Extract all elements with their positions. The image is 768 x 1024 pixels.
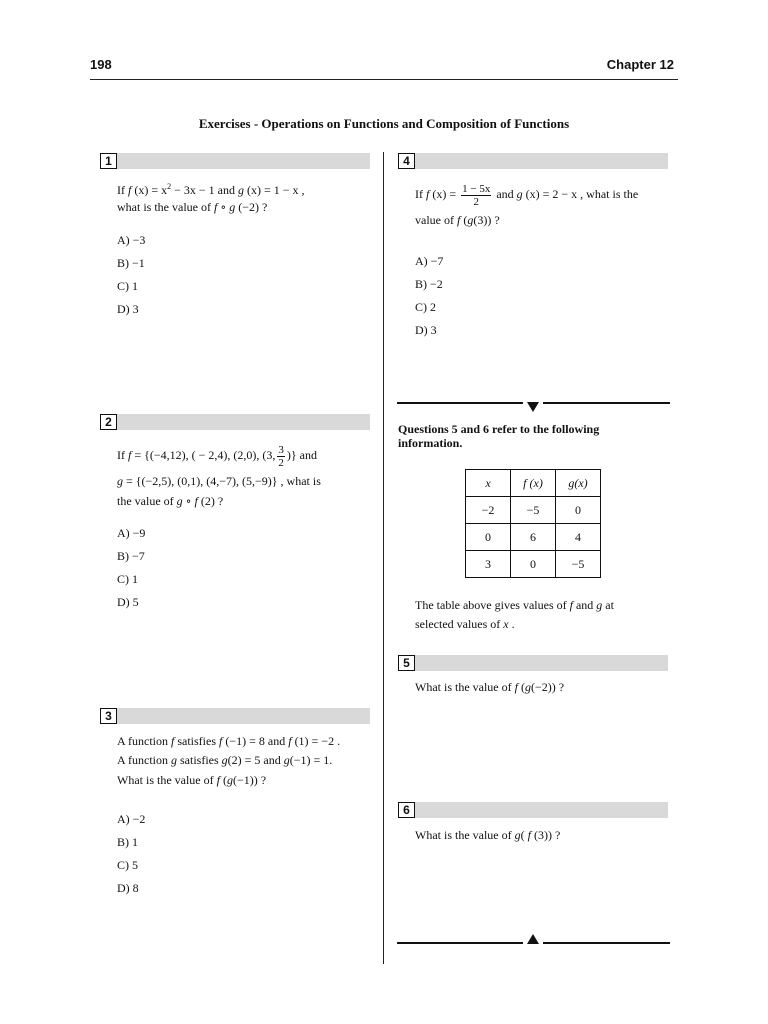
- q4-text: (: [460, 213, 468, 227]
- column-divider: [383, 152, 384, 964]
- q2-fraction: [277, 444, 285, 469]
- option-c[interactable]: C) 5: [117, 858, 138, 872]
- table-row: [466, 524, 601, 551]
- q6-f: f: [527, 828, 531, 842]
- info-note-line-2: [415, 614, 515, 634]
- q3-text: A function: [117, 753, 171, 767]
- option-c[interactable]: C) 2: [415, 300, 436, 314]
- option-a[interactable]: A) −9: [117, 526, 146, 540]
- q2-text: )} and: [286, 448, 317, 462]
- q1-text: − 3x − 1 and: [171, 183, 238, 197]
- q4-g: g: [467, 213, 474, 227]
- table-cell: 0: [466, 524, 511, 551]
- info-text: and: [572, 598, 597, 612]
- q5-f: f: [514, 680, 518, 694]
- section-end-divider-right: [543, 942, 670, 944]
- q5-text: What is the value of: [415, 680, 515, 694]
- table-cell: 3: [466, 551, 511, 578]
- question-4-bar: [398, 153, 668, 169]
- page-number: 198: [90, 57, 112, 72]
- fraction-denominator: 2: [473, 195, 479, 208]
- table-header-cell: f (x): [511, 470, 556, 497]
- option-d[interactable]: D) 3: [117, 302, 139, 316]
- table-cell: 4: [556, 524, 601, 551]
- question-4-options: [415, 250, 443, 342]
- fraction-denominator: 2: [278, 456, 284, 469]
- q3-f: f: [171, 734, 175, 748]
- question-6-number: 6: [398, 802, 415, 818]
- q5-g: g: [524, 680, 531, 694]
- question-4-line-2: [415, 210, 500, 230]
- question-4-number: 4: [398, 153, 415, 169]
- q1-text: (−2) ?: [235, 200, 268, 214]
- q3-g: g: [221, 753, 228, 767]
- q3-text: (2) = 5 and: [227, 753, 284, 767]
- question-1-number: 1: [100, 153, 117, 169]
- q1-text: what is the value of: [117, 200, 214, 214]
- up-triangle-icon: [527, 934, 539, 944]
- q4-text: (x) =: [429, 187, 460, 201]
- table-cell: −2: [466, 497, 511, 524]
- q3-text: A function: [117, 734, 171, 748]
- q1-text: If: [117, 183, 128, 197]
- info-text: selected values of: [415, 617, 504, 631]
- q3-text: satisfies: [174, 734, 220, 748]
- fraction-numerator: 3: [278, 443, 284, 456]
- info-heading-line-1: Questions 5 and 6 refer to the following: [398, 422, 600, 436]
- q5-text: (: [517, 680, 525, 694]
- question-6-bar: [398, 802, 668, 818]
- chapter-label: Chapter 12: [606, 57, 674, 72]
- q3-g: g: [226, 773, 233, 787]
- q4-text: and: [493, 187, 517, 201]
- question-6-text: [415, 825, 560, 845]
- option-c[interactable]: C) 1: [117, 279, 138, 293]
- q4-f: f: [456, 213, 461, 227]
- q1-composition: f ∘ g: [213, 200, 236, 214]
- q4-f: f: [426, 187, 430, 201]
- q3-text: (−1) = 1.: [289, 753, 333, 767]
- q2-composition: g ∘ f: [176, 494, 198, 508]
- section-divider-left: [397, 402, 523, 404]
- table-row: [466, 497, 601, 524]
- question-3-line-2: [117, 750, 332, 770]
- info-x: x: [503, 617, 509, 631]
- question-1-bar: [100, 153, 370, 169]
- question-3-number: 3: [100, 708, 117, 724]
- table-cell: 6: [511, 524, 556, 551]
- q1-text: (x) = 1 − x ,: [243, 183, 305, 197]
- q3-f: f: [219, 734, 223, 748]
- table-cell: −5: [556, 551, 601, 578]
- q4-text: If: [415, 187, 426, 201]
- q6-text: What is the value of: [415, 828, 515, 842]
- question-5-bar: [398, 655, 668, 671]
- question-5-text: [415, 677, 564, 697]
- q1-text: (x) = x: [131, 183, 168, 197]
- question-2-line-2: [117, 471, 321, 491]
- info-g: g: [596, 598, 603, 612]
- info-text: at: [602, 598, 614, 612]
- q2-text: (2) ?: [197, 494, 224, 508]
- question-3-options: [117, 808, 145, 900]
- q6-text: (: [520, 828, 528, 842]
- option-d[interactable]: D) 8: [117, 881, 139, 895]
- q6-g: g: [514, 828, 521, 842]
- info-heading-line-2: information.: [398, 436, 463, 450]
- info-text: .: [508, 617, 515, 631]
- info-f: f: [569, 598, 573, 612]
- section-divider-right: [543, 402, 670, 404]
- table-cell: 0: [556, 497, 601, 524]
- q4-g: g: [516, 187, 523, 201]
- q1-exponent: 2: [167, 182, 172, 191]
- q3-g: g: [283, 753, 290, 767]
- question-3-line-1: [117, 731, 340, 751]
- option-d[interactable]: D) 3: [415, 323, 437, 337]
- table-header-cell: x: [466, 470, 511, 497]
- q3-text: (−1)) ?: [232, 773, 267, 787]
- question-5-number: 5: [398, 655, 415, 671]
- question-2-line-1: [117, 440, 317, 470]
- question-3-bar: [100, 708, 370, 724]
- option-b[interactable]: B) 1: [117, 835, 138, 849]
- q6-text: (3)) ?: [530, 828, 561, 842]
- table-header-row: [466, 470, 601, 497]
- question-1-options: [117, 229, 145, 321]
- option-b[interactable]: B) −2: [415, 277, 443, 291]
- down-triangle-icon: [527, 402, 539, 412]
- q1-f: f: [128, 183, 132, 197]
- info-text: The table above gives values of: [415, 598, 570, 612]
- option-d[interactable]: D) 5: [117, 595, 139, 609]
- q3-text: (: [219, 773, 227, 787]
- question-4-line-1: [415, 178, 638, 210]
- q4-text: (x) = 2 − x , what is the: [522, 187, 639, 201]
- q2-text: = {(−2,5), (0,1), (4,−7), (5,−9)} , what is: [123, 474, 321, 488]
- q3-text: (1) = −2 .: [291, 734, 341, 748]
- table-cell: −5: [511, 497, 556, 524]
- table-header-cell: g(x): [556, 470, 601, 497]
- q1-g: g: [237, 183, 244, 197]
- q2-g: g: [117, 474, 123, 488]
- q2-f: f: [128, 448, 132, 462]
- option-c[interactable]: C) 1: [117, 572, 138, 586]
- q2-text: = {(−4,12), ( − 2,4), (2,0), (3,: [131, 448, 276, 462]
- fraction-numerator: 1 − 5x: [462, 182, 491, 195]
- question-3-line-3: [117, 770, 266, 790]
- table-row: [466, 551, 601, 578]
- q4-text: (3)) ?: [473, 213, 500, 227]
- question-1-line-2: [117, 197, 267, 217]
- info-note-line-1: [415, 595, 614, 615]
- option-a[interactable]: A) −7: [415, 254, 444, 268]
- q3-text: What is the value of: [117, 773, 217, 787]
- q3-text: (−1) = 8 and: [222, 734, 289, 748]
- q4-fraction: [461, 183, 491, 208]
- q3-f: f: [216, 773, 220, 787]
- q3-f: f: [288, 734, 292, 748]
- q2-text: the value of: [117, 494, 177, 508]
- option-b[interactable]: B) −1: [117, 256, 145, 270]
- q4-text: value of: [415, 213, 457, 227]
- q5-text: (−2)) ?: [530, 680, 565, 694]
- values-table: [465, 469, 601, 578]
- option-a[interactable]: A) −3: [117, 233, 146, 247]
- info-heading: [398, 422, 599, 450]
- option-a[interactable]: A) −2: [117, 812, 146, 826]
- question-2-options: [117, 522, 145, 614]
- question-2-line-3: [117, 491, 223, 511]
- option-b[interactable]: B) −7: [117, 549, 145, 563]
- q3-g: g: [171, 753, 177, 767]
- page-title: Exercises - Operations on Functions and Composition of Functions: [198, 116, 570, 131]
- section-end-divider-left: [397, 942, 523, 944]
- q3-text: satisfies: [177, 753, 222, 767]
- table-cell: 0: [511, 551, 556, 578]
- question-2-number: 2: [100, 414, 117, 430]
- q2-text: If: [117, 448, 128, 462]
- question-2-bar: [100, 414, 370, 430]
- header-rule: [90, 79, 678, 80]
